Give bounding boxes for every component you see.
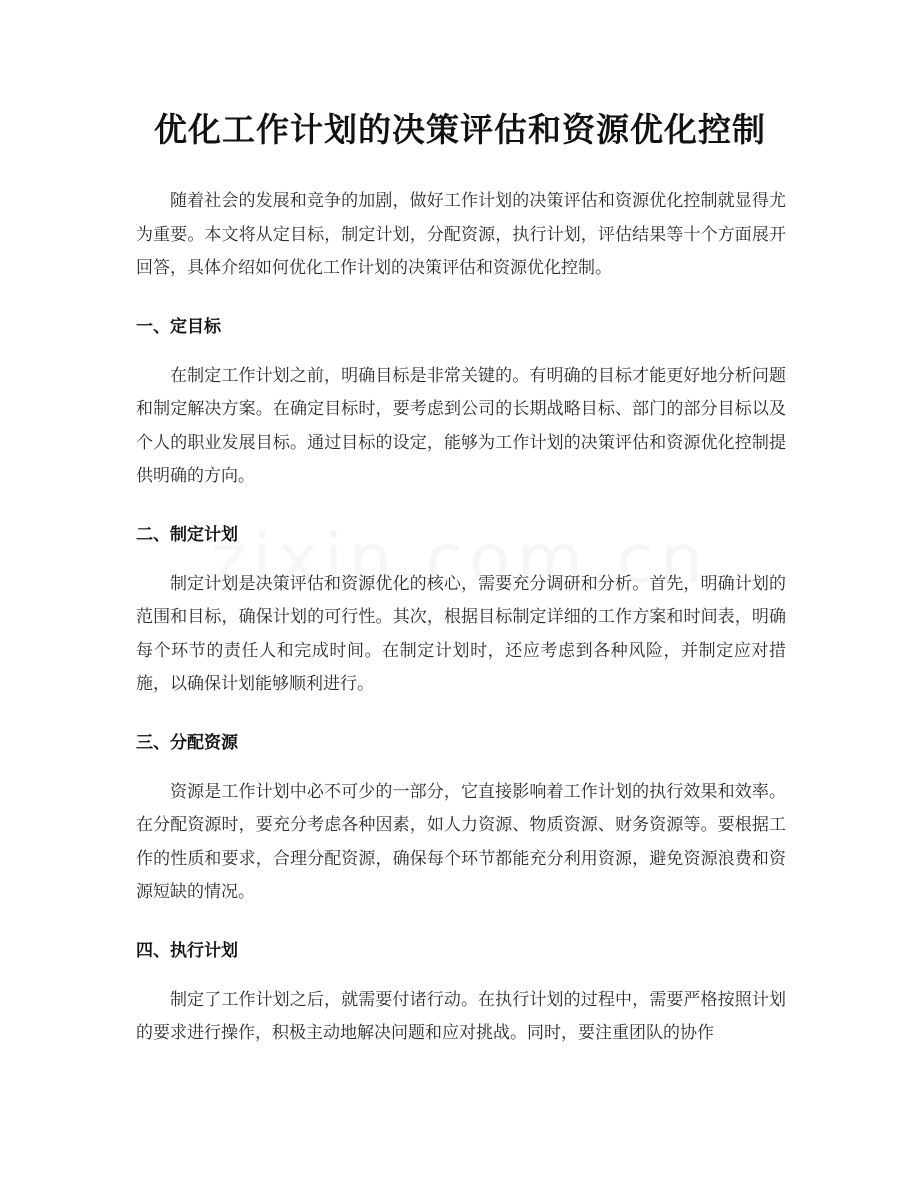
section-paragraph: 制定了工作计划之后，就需要付诸行动。在执行计划的过程中，需要严格按照计划的要求进行操作，积极主动地解决问题和应对挑战。同时，要注重团队的协作 xyxy=(136,989,786,1043)
section-1 xyxy=(136,313,786,494)
section-paragraph: 制定计划是决策评估和资源优化的核心，需要充分调研和分析。首先，明确计划的范围和目标，确保计划的可行性。其次，根据目标制定详细的工作方案和时间表，明确每个环节的责任人和完成时间。在制定计划时，还应考虑到各种风险，并制定应对措施，以确保计划能够顺利进行。 xyxy=(136,573,786,694)
section-paragraph: 在制定工作计划之前，明确目标是非常关键的。有明确的目标才能更好地分析问题和制定解决方案。在确定目标时，要考虑到公司的长期战略目标、部门的部分目标以及个人的职业发展目标。通过目标的设定，能够为工作计划的决策评估和资源优化控制提供明确的方向。 xyxy=(136,365,786,486)
section-heading: 四、执行计划 xyxy=(136,940,238,961)
section-heading: 一、定目标 xyxy=(136,316,221,337)
section-heading: 二、制定计划 xyxy=(136,524,238,545)
document-body xyxy=(136,185,786,1051)
section-heading: 三、分配资源 xyxy=(136,732,238,753)
page-title: 优化工作计划的决策评估和资源优化控制 xyxy=(154,110,766,149)
section-4 xyxy=(136,937,786,1051)
section-2 xyxy=(136,521,786,702)
section-3 xyxy=(136,729,786,910)
intro-paragraph: 随着社会的发展和竞争的加剧，做好工作计划的决策评估和资源优化控制就显得尤为重要。本文将从定目标，制定计划，分配资源，执行计划，评估结果等十个方面展开回答，具体介绍如何优化工作计划的决策评估和资源优化控制。 xyxy=(136,191,786,278)
section-paragraph: 资源是工作计划中必不可少的一部分，它直接影响着工作计划的执行效果和效率。在分配资源时，要充分考虑各种因素，如人力资源、物质资源、财务资源等。要根据工作的性质和要求，合理分配资源，确保每个环节都能充分利用资源，避免资源浪费和资源短缺的情况。 xyxy=(136,781,786,902)
